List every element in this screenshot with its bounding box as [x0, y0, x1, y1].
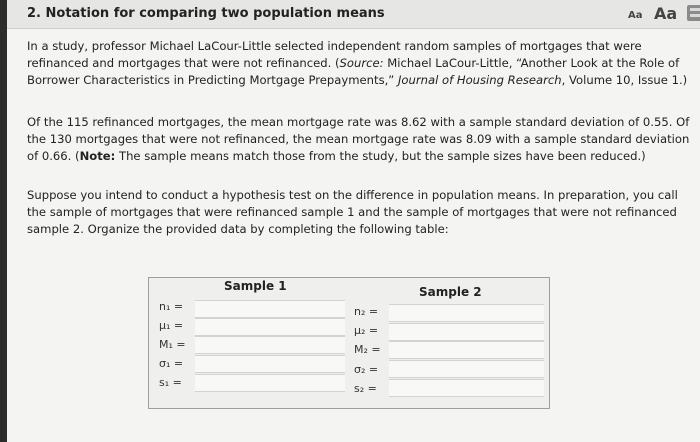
- m1-label: M₁ =: [159, 338, 186, 351]
- question-title: 2. Notation for comparing two population means: [27, 6, 385, 21]
- mu2-field[interactable]: [389, 323, 544, 341]
- decrease-font-button[interactable]: Aa: [628, 10, 643, 21]
- mu1-label: μ₁ =: [159, 319, 184, 332]
- sample2-header: Sample 2: [419, 285, 482, 299]
- m2-label: M₂ =: [354, 343, 381, 356]
- sigma2-field[interactable]: [389, 360, 544, 378]
- s1-label: s₁ =: [159, 376, 182, 389]
- mu1-field[interactable]: [195, 318, 345, 336]
- m2-field[interactable]: [389, 341, 544, 359]
- instructions: Suppose you intend to conduct a hypothesis test on the difference in population means. In preparation, you call the sample of mortgages that were refinanced sample 1 and the sample of mortgages that were not refinanced sample 2. Organize the provided data by completing the following table:: [27, 188, 678, 236]
- sigma1-field[interactable]: [195, 355, 345, 373]
- data-description: Of the 115 refinanced mortgages, the mean mortgage rate was 8.62 with a sample standard deviation of 0.55. Of the 130 mortgages that were not refinanced, the mean mortgage rate was 8.09 with a sample standard deviation of 0.66. (Note: The sample means match those from the study, but the sample sizes have been reduced.): [27, 115, 690, 163]
- sigma2-label: σ₂ =: [354, 363, 379, 376]
- n1-field[interactable]: [195, 300, 345, 318]
- m1-field[interactable]: [195, 336, 345, 354]
- s1-field[interactable]: [195, 374, 345, 392]
- sigma1-label: σ₁ =: [159, 357, 184, 370]
- sample1-header: Sample 1: [224, 279, 287, 293]
- left-edge-bar: [0, 0, 7, 442]
- n2-label: n₂ =: [354, 305, 379, 318]
- s2-label: s₂ =: [354, 382, 377, 395]
- study-description: In a study, professor Michael LaCour-Little selected independent random samples of mortgages that were refinanced and mortgages that were not refinanced. (Source: Michael LaCour-Little, “Another Look at the Role of Borrower Characteristics in Predicting Mortgage Prepayments,” Journal of Housing Research, Volume 10, Issue 1.): [27, 39, 688, 87]
- n1-label: n₁ =: [159, 300, 184, 313]
- question-header: [7, 0, 700, 29]
- n2-field[interactable]: [389, 304, 544, 322]
- notation-table: [148, 277, 550, 409]
- mu2-label: μ₂ =: [354, 324, 379, 337]
- increase-font-button[interactable]: Aa: [654, 4, 678, 23]
- s2-field[interactable]: [389, 379, 544, 397]
- calculator-icon[interactable]: [687, 5, 700, 21]
